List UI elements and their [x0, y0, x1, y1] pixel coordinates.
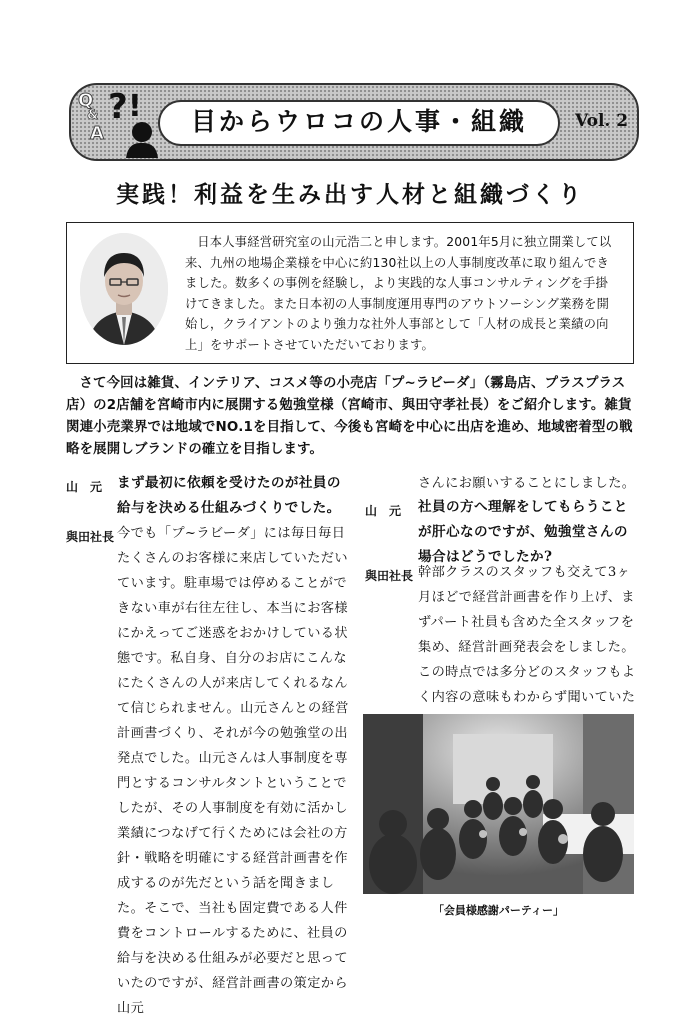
thinking-person-icon	[104, 82, 164, 162]
party-photo	[363, 714, 634, 894]
company-lead-paragraph: さて今回は雑貨、インテリア、コスメ等の小売店「プ~ラビーダ」（霧島店、プラスプラス店）の2店舗を宮崎市内に展開する勉強堂様（宮崎市、與田守孝社長）をご紹介します。雑貨関連小売業界では地域でNO.1を目指して、今後も宮崎を中心に出店を進め、地域密着型の戦略を展開しブランドの確立を目指します。	[66, 376, 633, 457]
speaker-label: 山 元	[365, 504, 402, 518]
speaker-label: 與田社長	[365, 569, 414, 583]
qa-q-letter: Q	[78, 90, 94, 111]
page-headline: 実践！利益を生み出す人材と組織づくり	[116, 182, 584, 208]
dialogue-text: 社員の方へ理解をしてもらうことが肝心なのですが、勉強堂さんの場合はどうでしたか?	[418, 499, 628, 565]
dialogue-text: 幹部クラスのスタッフも交えて3ヶ月ほどで経営計画書を作り上げ、まずパート社員も含めた全スタッフを集め、経営計画発表会をしました。この時点では多分どのスタッフもよく内容の意味もわからず聞いていた	[418, 565, 636, 705]
svg-text:?: ?	[108, 87, 128, 127]
dialogue-text: まず最初に依頼を受けたのが社員の給与を決める仕組みづくりでした。	[117, 475, 341, 516]
svg-text:!: !	[128, 89, 142, 124]
dialogue-text: 今でも「プ~ラビーダ」には毎日毎日たくさんのお客様に来店していただいています。駐車場では停めることができない車が右往左往し、本当にお客様にかえってご迷惑をおかけしている状態です。私自身、自分のお店にこんなにたくさんの人が来店してくれるなんて信じられません。山元さんとの経営計画書づくり、それが今の勉強堂の出発点でした。山元さんは人事制度を専門とするコンサルタントということでしたが、その人事制度を有効に活かし業績につなげて行くためには会社の方針・戦略を明確にする経営計画書を作成するのが先だという話を聞きました。そこで、当社も固定費である人件費をコントロールするために、社員の給与を決める仕組みが必要だと思っていたのですが、経営計画書の策定から山元	[117, 526, 349, 1016]
series-title: 目からウロコの人事・組織	[158, 100, 560, 146]
qa-amp-letter: &	[87, 108, 99, 123]
speaker-label: 與田社長	[66, 530, 115, 544]
volume-label: Vol. 2	[575, 111, 629, 131]
photo-caption: 「会員様感謝パーティー」	[432, 904, 565, 917]
dialogue-text: さんにお願いすることにしました。	[418, 476, 636, 491]
speaker-label: 山 元	[66, 480, 103, 494]
qa-a-letter: A	[90, 123, 104, 144]
author-portrait	[80, 233, 168, 345]
author-intro-text: 日本人事経営研究室の山元浩二と申します。2001年5月に独立開業して以来、九州の地場企業様を中心に約130社以上の人事制度改革に取り組んできました。数多くの事例を経験し，より実践的な人事コンサルティングを手掛けてきました。また日本初の人事制度運用専門のアウトソーシング業務を開始し，クライアントのより強力な社外人事部として「人材の成長と業績の向上」をサポートさせていただいております。	[185, 235, 612, 352]
